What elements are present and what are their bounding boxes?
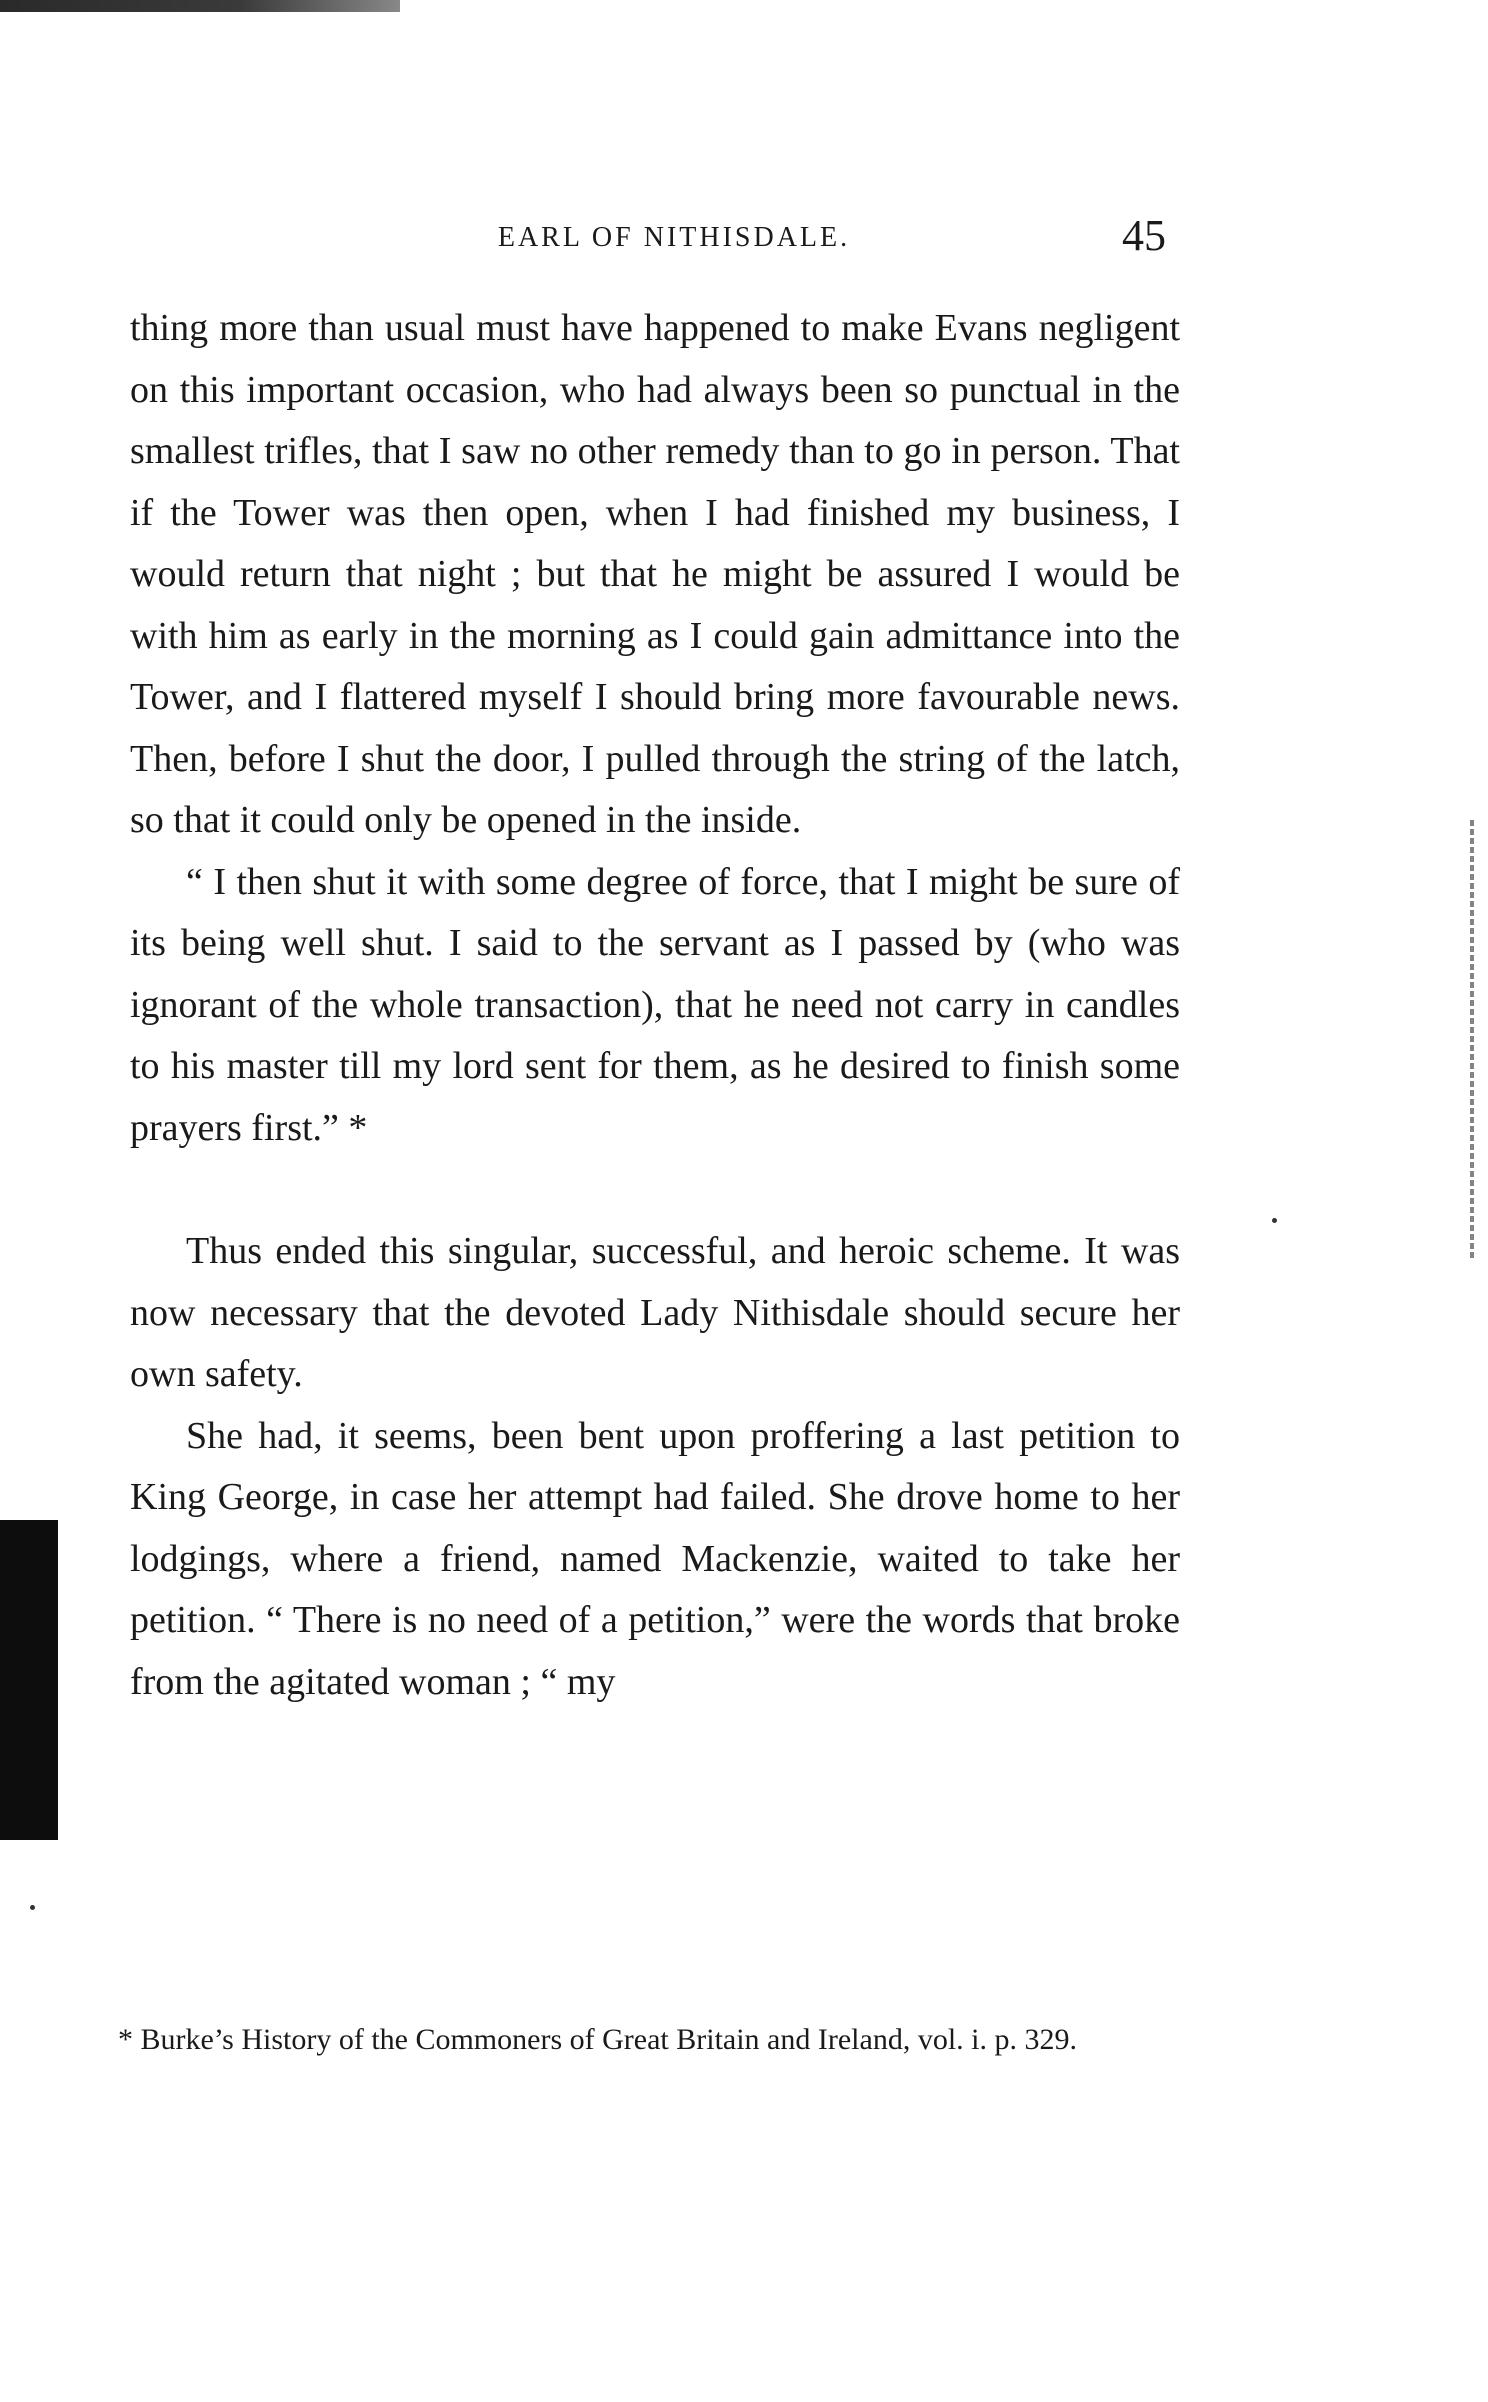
section-break: [130, 1159, 1180, 1221]
paragraph: thing more than usual must have happened to make Evans negligent on this important occasion, who had always been so punctual in the smallest trifles, that I saw no other remedy than to go in person. That if the Tower was then open, when I had finished my business, I would return that night ; but that he might be assured I would be with him as early in the morning as I could gain admittance into the Tower, and I flattered myself I should bring more favourable news. Then, before I shut the door, I pulled through the string of the latch, so that it could only be opened in the inside.: [130, 307, 1180, 841]
scan-speck: [30, 1905, 35, 1910]
scan-edge-left: [0, 1520, 58, 1840]
running-header: [0, 211, 1488, 262]
page-number: 45: [1122, 211, 1166, 260]
footnote: * Burke’s History of the Commoners of Great Britain and Ireland, vol. i. p. 329.: [118, 2023, 1077, 2056]
page-title: EARL OF NITHISDALE.: [497, 222, 851, 253]
paragraph: Thus ended this singular, successful, and heroic scheme. It was now necessary that the devoted Lady Nithisdale should secure her own safety.: [130, 1230, 1180, 1395]
paragraph: “ I then shut it with some degree of force, that I might be sure of its being well shut. I said to the servant as I passed by (who was ignorant of the whole transaction), that he need not carry in candles to his master till my lord sent for them, as he desired to finish some prayers first.” *: [130, 860, 1180, 1149]
scan-edge-right: [1470, 820, 1474, 1260]
paragraph: She had, it seems, been bent upon proffering a last petition to King George, in case her attempt had failed. She drove home to her lodgings, where a friend, named Mackenzie, waited to take her petition. “ There is no need of a petition,” were the words that broke from the agitated woman ; “ my: [130, 1414, 1180, 1703]
body-text: [130, 298, 1180, 1713]
scan-edge-top: [0, 0, 400, 12]
scan-speck: [1272, 1218, 1277, 1223]
